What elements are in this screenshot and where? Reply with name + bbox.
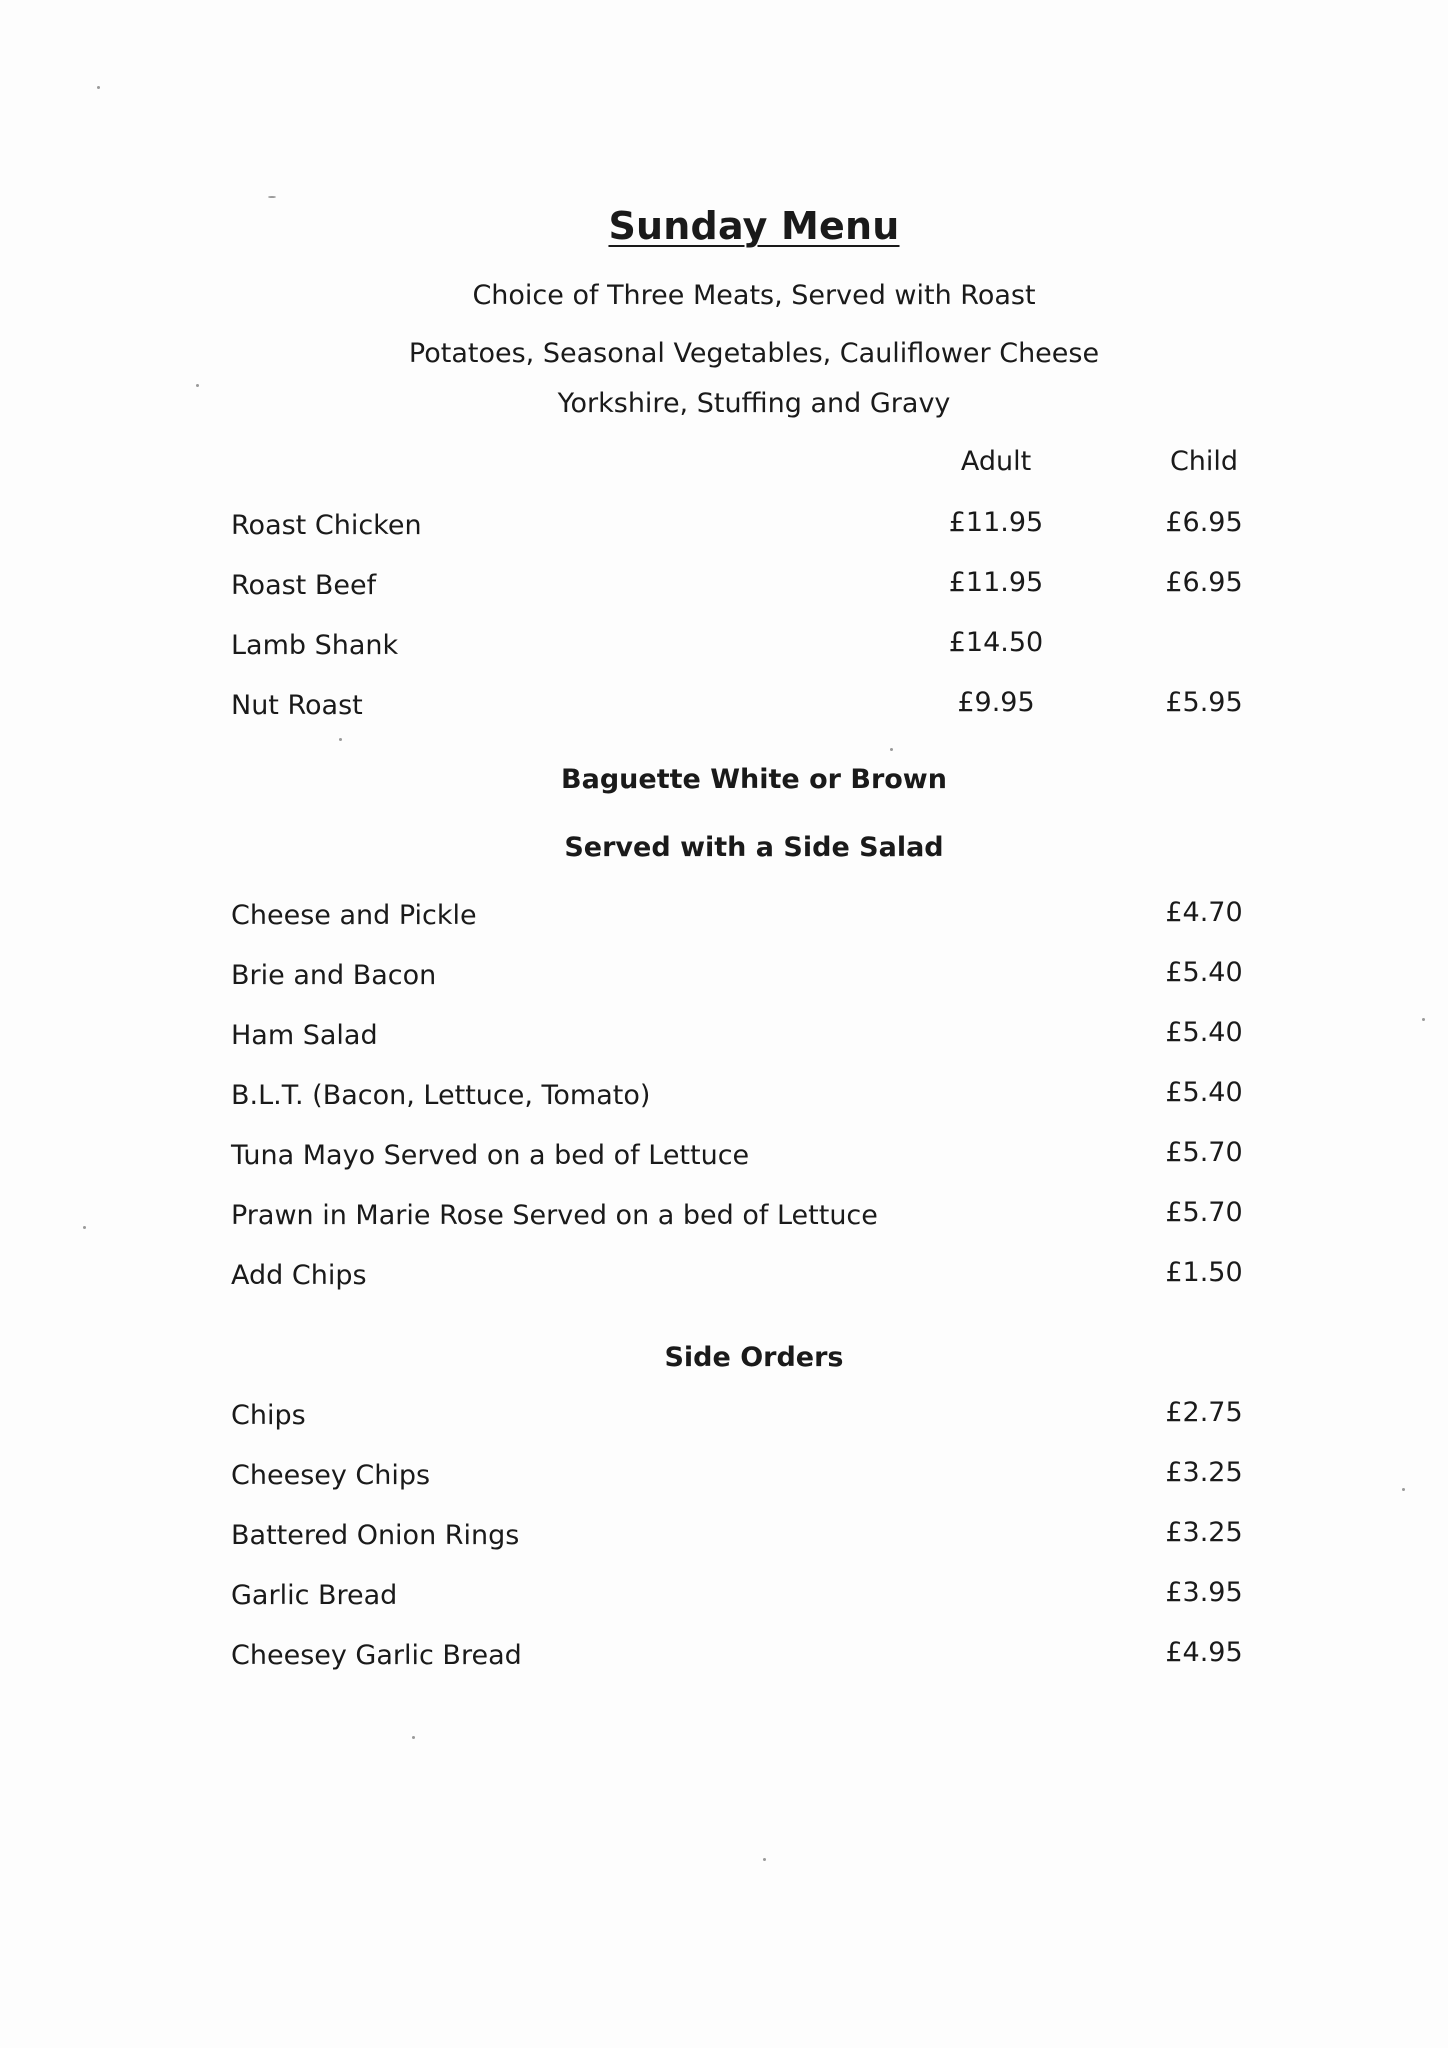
meat-name: Lamb Shank: [231, 630, 399, 661]
side-name: Cheesey Chips: [231, 1460, 431, 1491]
scan-speck: [97, 86, 100, 89]
baguette-row: [0, 1257, 1448, 1300]
scan-speck: [268, 196, 276, 198]
child-price: £5.95: [1165, 687, 1243, 718]
side-name: Chips: [231, 1400, 306, 1431]
side-name: Garlic Bread: [231, 1580, 398, 1611]
side-orders-heading: Side Orders: [664, 1342, 844, 1373]
baguette-row: [0, 1137, 1448, 1180]
scan-speck: [412, 1736, 415, 1739]
side-price: £3.25: [1165, 1517, 1243, 1548]
baguette-price: £5.40: [1165, 1077, 1243, 1108]
baguette-price: £5.70: [1165, 1197, 1243, 1228]
baguette-price: £4.70: [1165, 897, 1243, 928]
meat-row: [0, 507, 1448, 550]
side-row: [0, 1637, 1448, 1680]
adult-price: £11.95: [948, 507, 1044, 538]
baguette-name: Cheese and Pickle: [231, 900, 477, 931]
meat-row: [0, 627, 1448, 670]
baguette-subheading: Served with a Side Salad: [564, 832, 944, 863]
child-price: £6.95: [1165, 507, 1243, 538]
side-price: £4.95: [1165, 1637, 1243, 1668]
adult-price: £9.95: [957, 687, 1035, 718]
scan-speck: [196, 384, 199, 387]
child-price: £6.95: [1165, 567, 1243, 598]
baguette-row: [0, 897, 1448, 940]
meat-name: Roast Beef: [231, 570, 377, 601]
side-row: [0, 1457, 1448, 1500]
meat-name: Nut Roast: [231, 690, 363, 721]
baguette-row: [0, 1017, 1448, 1060]
side-price: £3.25: [1165, 1457, 1243, 1488]
baguette-heading: Baguette White or Brown: [561, 764, 947, 795]
side-price: £3.95: [1165, 1577, 1243, 1608]
child-column-header: Child: [1169, 446, 1239, 477]
scan-speck: [890, 748, 893, 751]
baguette-name: Tuna Mayo Served on a bed of Lettuce: [231, 1140, 750, 1171]
adult-column-header: Adult: [960, 446, 1032, 477]
scan-speck: [339, 738, 342, 741]
baguette-row: [0, 1077, 1448, 1120]
baguette-name: B.L.T. (Bacon, Lettuce, Tomato): [231, 1080, 651, 1111]
menu-title: Sunday Menu: [608, 204, 900, 248]
scan-speck: [763, 1858, 766, 1861]
side-row: [0, 1577, 1448, 1620]
side-name: Battered Onion Rings: [231, 1520, 520, 1551]
intro-line-3: Yorkshire, Stuffing and Gravy: [557, 388, 951, 419]
baguette-price: £5.40: [1165, 1017, 1243, 1048]
intro-line-2: Potatoes, Seasonal Vegetables, Cauliflower Cheese: [408, 338, 1100, 369]
meat-row: [0, 687, 1448, 730]
side-row: [0, 1397, 1448, 1440]
baguette-name: Add Chips: [231, 1260, 367, 1291]
side-price: £2.75: [1165, 1397, 1243, 1428]
side-name: Cheesey Garlic Bread: [231, 1640, 522, 1671]
baguette-row: [0, 1197, 1448, 1240]
intro-line-1: Choice of Three Meats, Served with Roast: [472, 280, 1036, 311]
side-row: [0, 1517, 1448, 1560]
meat-row: [0, 567, 1448, 610]
baguette-name: Brie and Bacon: [231, 960, 437, 991]
baguette-name: Ham Salad: [231, 1020, 378, 1051]
baguette-row: [0, 957, 1448, 1000]
baguette-price: £5.40: [1165, 957, 1243, 988]
meat-name: Roast Chicken: [231, 510, 422, 541]
baguette-price: £5.70: [1165, 1137, 1243, 1168]
adult-price: £14.50: [948, 627, 1044, 658]
adult-price: £11.95: [948, 567, 1044, 598]
baguette-name: Prawn in Marie Rose Served on a bed of Lettuce: [231, 1200, 878, 1231]
baguette-price: £1.50: [1165, 1257, 1243, 1288]
